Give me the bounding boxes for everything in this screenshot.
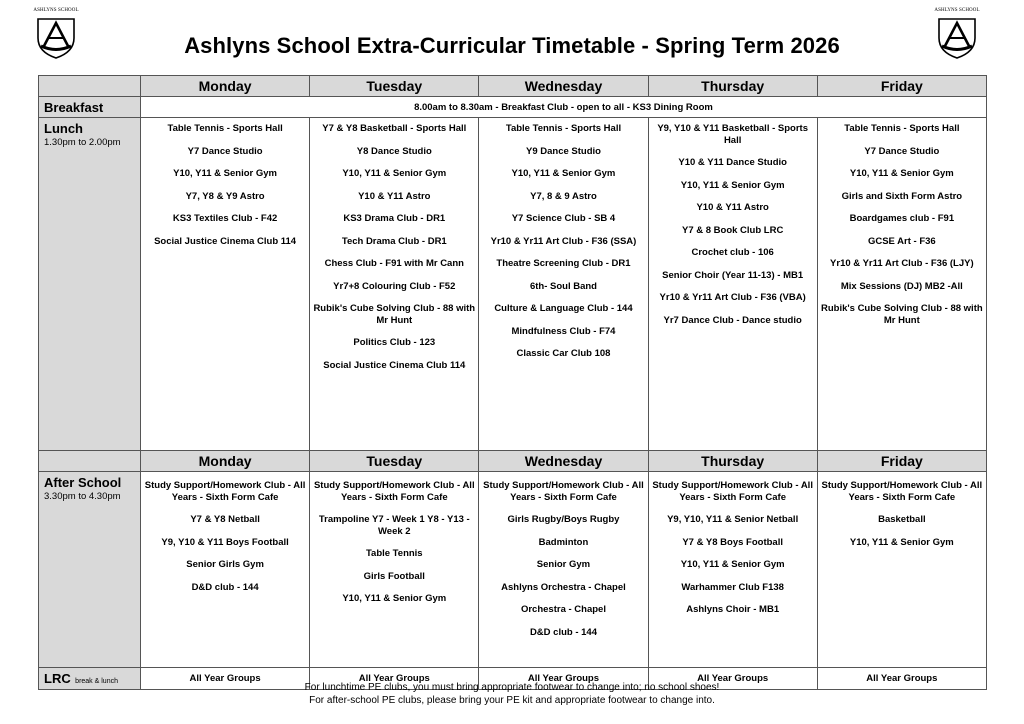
activity-item: Y10, Y11 & Senior Gym xyxy=(849,168,954,179)
activity-item: KS3 Drama Club - DR1 xyxy=(343,213,446,224)
activity-item: Crochet club - 106 xyxy=(691,247,774,258)
activity-item: GCSE Art - F36 xyxy=(867,235,936,247)
after-school-row xyxy=(39,472,987,668)
activity-item: Social Justice Cinema Club 114 xyxy=(154,235,297,247)
activity-item: Senior Girls Gym xyxy=(186,559,264,570)
day-header: Wednesday xyxy=(479,76,648,97)
activity-item: KS3 Textiles Club - F42 xyxy=(172,213,278,224)
day-header-row xyxy=(39,76,987,97)
activity-item: Y7 & Y8 Netball xyxy=(190,514,260,525)
activity-item: Y10, Y11 & Senior Gym xyxy=(680,179,785,191)
lunch-row xyxy=(39,118,987,451)
after-cell-wednesday xyxy=(479,472,648,668)
breakfast-label-cell xyxy=(39,97,141,118)
footer-note-lunch: For lunchtime PE clubs, you must bring appropriate footwear to change into; no school shoes! xyxy=(304,682,720,693)
activity-item: Y9, Y10, Y11 & Senior Netball xyxy=(667,514,799,525)
crest-shield-icon xyxy=(35,16,77,60)
activity-item: Y7 & Y8 Boys Football xyxy=(682,536,783,548)
activity-item: Table Tennis - Sports Hall xyxy=(167,123,283,134)
activity-item: Senior Gym xyxy=(536,559,591,570)
activity-item: Table Tennis xyxy=(365,548,423,559)
activity-item: Orchestra - Chapel xyxy=(520,604,606,615)
activity-item: Y10 & Y11 Dance Studio xyxy=(678,157,787,168)
activity-item: Badminton xyxy=(538,536,589,548)
activity-item: Chess Club - F91 with Mr Cann xyxy=(324,258,464,269)
lrc-sub-label: break & lunch xyxy=(75,677,118,685)
header-corner xyxy=(39,451,141,472)
lunch-label-cell xyxy=(39,118,141,451)
activity-item: Y9, Y10 & Y11 Basketball - Sports Hall xyxy=(657,123,808,146)
lunch-cell-monday xyxy=(141,118,310,451)
activity-item: Yr10 & Yr11 Art Club - F36 (SSA) xyxy=(490,235,637,247)
breakfast-cell xyxy=(141,97,987,118)
day-header: Tuesday xyxy=(310,451,479,472)
day-header: Friday xyxy=(817,76,986,97)
activity-item: D&D club - 144 xyxy=(529,626,597,638)
after-cell-friday xyxy=(817,472,986,668)
crest-shield-icon xyxy=(936,16,978,60)
lrc-label: LRC xyxy=(44,670,71,686)
lunch-cell-wednesday xyxy=(479,118,648,451)
activity-item: Ashlyns Choir - MB1 xyxy=(686,604,780,615)
activity-item: Rubik's Cube Solving Club - 88 with Mr Hunt xyxy=(821,303,983,326)
activity-item: Y9 Dance Studio xyxy=(525,145,601,157)
after-cell-tuesday xyxy=(310,472,479,668)
activity-item: Yr10 & Yr11 Art Club - F36 (LJY) xyxy=(830,258,974,269)
activity-item: Y10 & Y11 Astro xyxy=(358,190,431,202)
school-crest-right xyxy=(932,8,982,62)
lunch-cell-tuesday xyxy=(310,118,479,451)
activity-item: 6th- Soul Band xyxy=(529,280,597,292)
day-header: Monday xyxy=(141,451,310,472)
lunch-time: 1.30pm to 2.00pm xyxy=(44,137,121,148)
activity-item: Y7 Dance Studio xyxy=(864,145,940,157)
timetable xyxy=(38,75,987,690)
activity-item: Social Justice Cinema Club 114 xyxy=(323,359,466,371)
activity-item: Senior Choir (Year 11-13) - MB1 xyxy=(662,269,804,281)
activity-item: Yr7+8 Colouring Club - F52 xyxy=(333,280,456,292)
lrc-text: All Year Groups xyxy=(189,673,261,684)
activity-item: Girls Football xyxy=(363,570,425,582)
crest-text: ASHLYNS SCHOOL xyxy=(934,8,980,13)
activity-item: Warhammer Club F138 xyxy=(681,581,784,593)
activity-list xyxy=(821,480,983,548)
lrc-text: All Year Groups xyxy=(527,673,600,684)
breakfast-row xyxy=(39,97,987,118)
activity-item: Yr7 Dance Club - Dance studio xyxy=(663,314,802,326)
activity-item: Mindfulness Club - F74 xyxy=(511,325,616,337)
activity-list xyxy=(821,123,983,326)
activity-list xyxy=(313,123,475,371)
activity-item: Study Support/Homework Club - All Years - Sixth Form Cafe xyxy=(483,480,644,503)
day-header: Friday xyxy=(817,451,986,472)
activity-item: Theatre Screening Club - DR1 xyxy=(496,258,631,269)
activity-item: Girls and Sixth Form Astro xyxy=(841,190,963,202)
activity-item: Y10, Y11 & Senior Gym xyxy=(342,593,447,604)
activity-item: Y7, Y8 & Y9 Astro xyxy=(185,190,265,202)
activity-item: Y7 Science Club - SB 4 xyxy=(511,213,616,224)
after-school-time: 3.30pm to 4.30pm xyxy=(44,491,121,502)
activity-list xyxy=(313,480,475,605)
activity-item: Y10, Y11 & Senior Gym xyxy=(173,168,278,179)
page-title: Ashlyns School Extra-Curricular Timetable - Spring Term 2026 xyxy=(184,33,840,58)
activity-list xyxy=(482,123,644,360)
activity-list xyxy=(652,123,814,326)
activity-item: Boardgames club - F91 xyxy=(849,213,955,224)
activity-item: Basketball xyxy=(878,514,926,525)
after-school-label-cell xyxy=(39,472,141,668)
activity-item: Table Tennis - Sports Hall xyxy=(505,123,622,134)
activity-item: Politics Club - 123 xyxy=(353,337,436,348)
activity-item: Yr10 & Yr11 Art Club - F36 (VBA) xyxy=(659,292,806,303)
activity-list xyxy=(144,480,306,593)
activity-item: Y7 & Y8 Basketball - Sports Hall xyxy=(322,123,467,134)
day-header: Thursday xyxy=(648,76,817,97)
after-cell-thursday xyxy=(648,472,817,668)
activity-item: Y7, 8 & 9 Astro xyxy=(530,190,597,202)
activity-item: Study Support/Homework Club - All Years - Sixth Form Cafe xyxy=(144,480,306,503)
day-header: Monday xyxy=(141,76,310,97)
activity-list xyxy=(482,480,644,638)
day-header: Thursday xyxy=(648,451,817,472)
after-cell-monday xyxy=(141,472,310,668)
activity-item: Trampoline Y7 - Week 1 Y8 - Y13 - Week 2 xyxy=(318,514,470,537)
activity-item: Y8 Dance Studio xyxy=(356,145,432,157)
activity-item: Y7 & 8 Book Club LRC xyxy=(681,224,784,236)
activity-item: Y10, Y11 & Senior Gym xyxy=(680,559,785,570)
breakfast-text: 8.00am to 8.30am - Breakfast Club - open to all - KS3 Dining Room xyxy=(414,101,713,113)
header-corner xyxy=(39,76,141,97)
activity-item: D&D club - 144 xyxy=(191,581,259,593)
school-crest-left xyxy=(31,8,81,62)
activity-item: Study Support/Homework Club - All Years - Sixth Form Cafe xyxy=(652,480,813,503)
activity-item: Rubik's Cube Solving Club - 88 with Mr Hunt xyxy=(313,303,476,326)
activity-item: Tech Drama Club - DR1 xyxy=(341,235,447,247)
activity-item: Y10 & Y11 Astro xyxy=(696,202,769,213)
day-header-row xyxy=(39,451,987,472)
lunch-cell-friday xyxy=(817,118,986,451)
activity-item: Culture & Language Club - 144 xyxy=(494,303,633,314)
activity-item: Y7 Dance Studio xyxy=(187,145,263,157)
activity-item: Y9, Y10 & Y11 Boys Football xyxy=(161,536,289,548)
crest-text: ASHLYNS SCHOOL xyxy=(33,8,79,13)
activity-item: Y10, Y11 & Senior Gym xyxy=(342,168,447,179)
activity-item: Classic Car Club 108 xyxy=(516,348,611,359)
lrc-text: All Year Groups xyxy=(358,673,430,684)
activity-item: Table Tennis - Sports Hall xyxy=(844,123,960,134)
lrc-text: All Year Groups xyxy=(866,673,938,684)
activity-item: Y10, Y11 & Senior Gym xyxy=(849,536,954,548)
lunch-cell-thursday xyxy=(648,118,817,451)
day-header: Wednesday xyxy=(479,451,648,472)
footer-note-after-school: For after-school PE clubs, please bring your PE kit and appropriate footwear to change into. xyxy=(309,695,715,706)
activity-item: Y10, Y11 & Senior Gym xyxy=(511,168,616,179)
activity-item: Study Support/Homework Club - All Years - Sixth Form Cafe xyxy=(821,480,983,503)
activity-item: Study Support/Homework Club - All Years - Sixth Form Cafe xyxy=(313,480,475,503)
lunch-label: Lunch xyxy=(44,121,83,136)
activity-item: Mix Sessions (DJ) MB2 -All xyxy=(840,280,963,292)
activity-item: Girls Rugby/Boys Rugby xyxy=(507,514,620,525)
activity-item: Ashlyns Orchestra - Chapel xyxy=(501,581,626,593)
breakfast-label: Breakfast xyxy=(44,99,104,115)
lrc-text: All Year Groups xyxy=(697,673,769,684)
after-school-label: After School xyxy=(44,475,122,490)
activity-list xyxy=(652,480,814,616)
day-header: Tuesday xyxy=(310,76,479,97)
activity-list xyxy=(144,123,306,247)
